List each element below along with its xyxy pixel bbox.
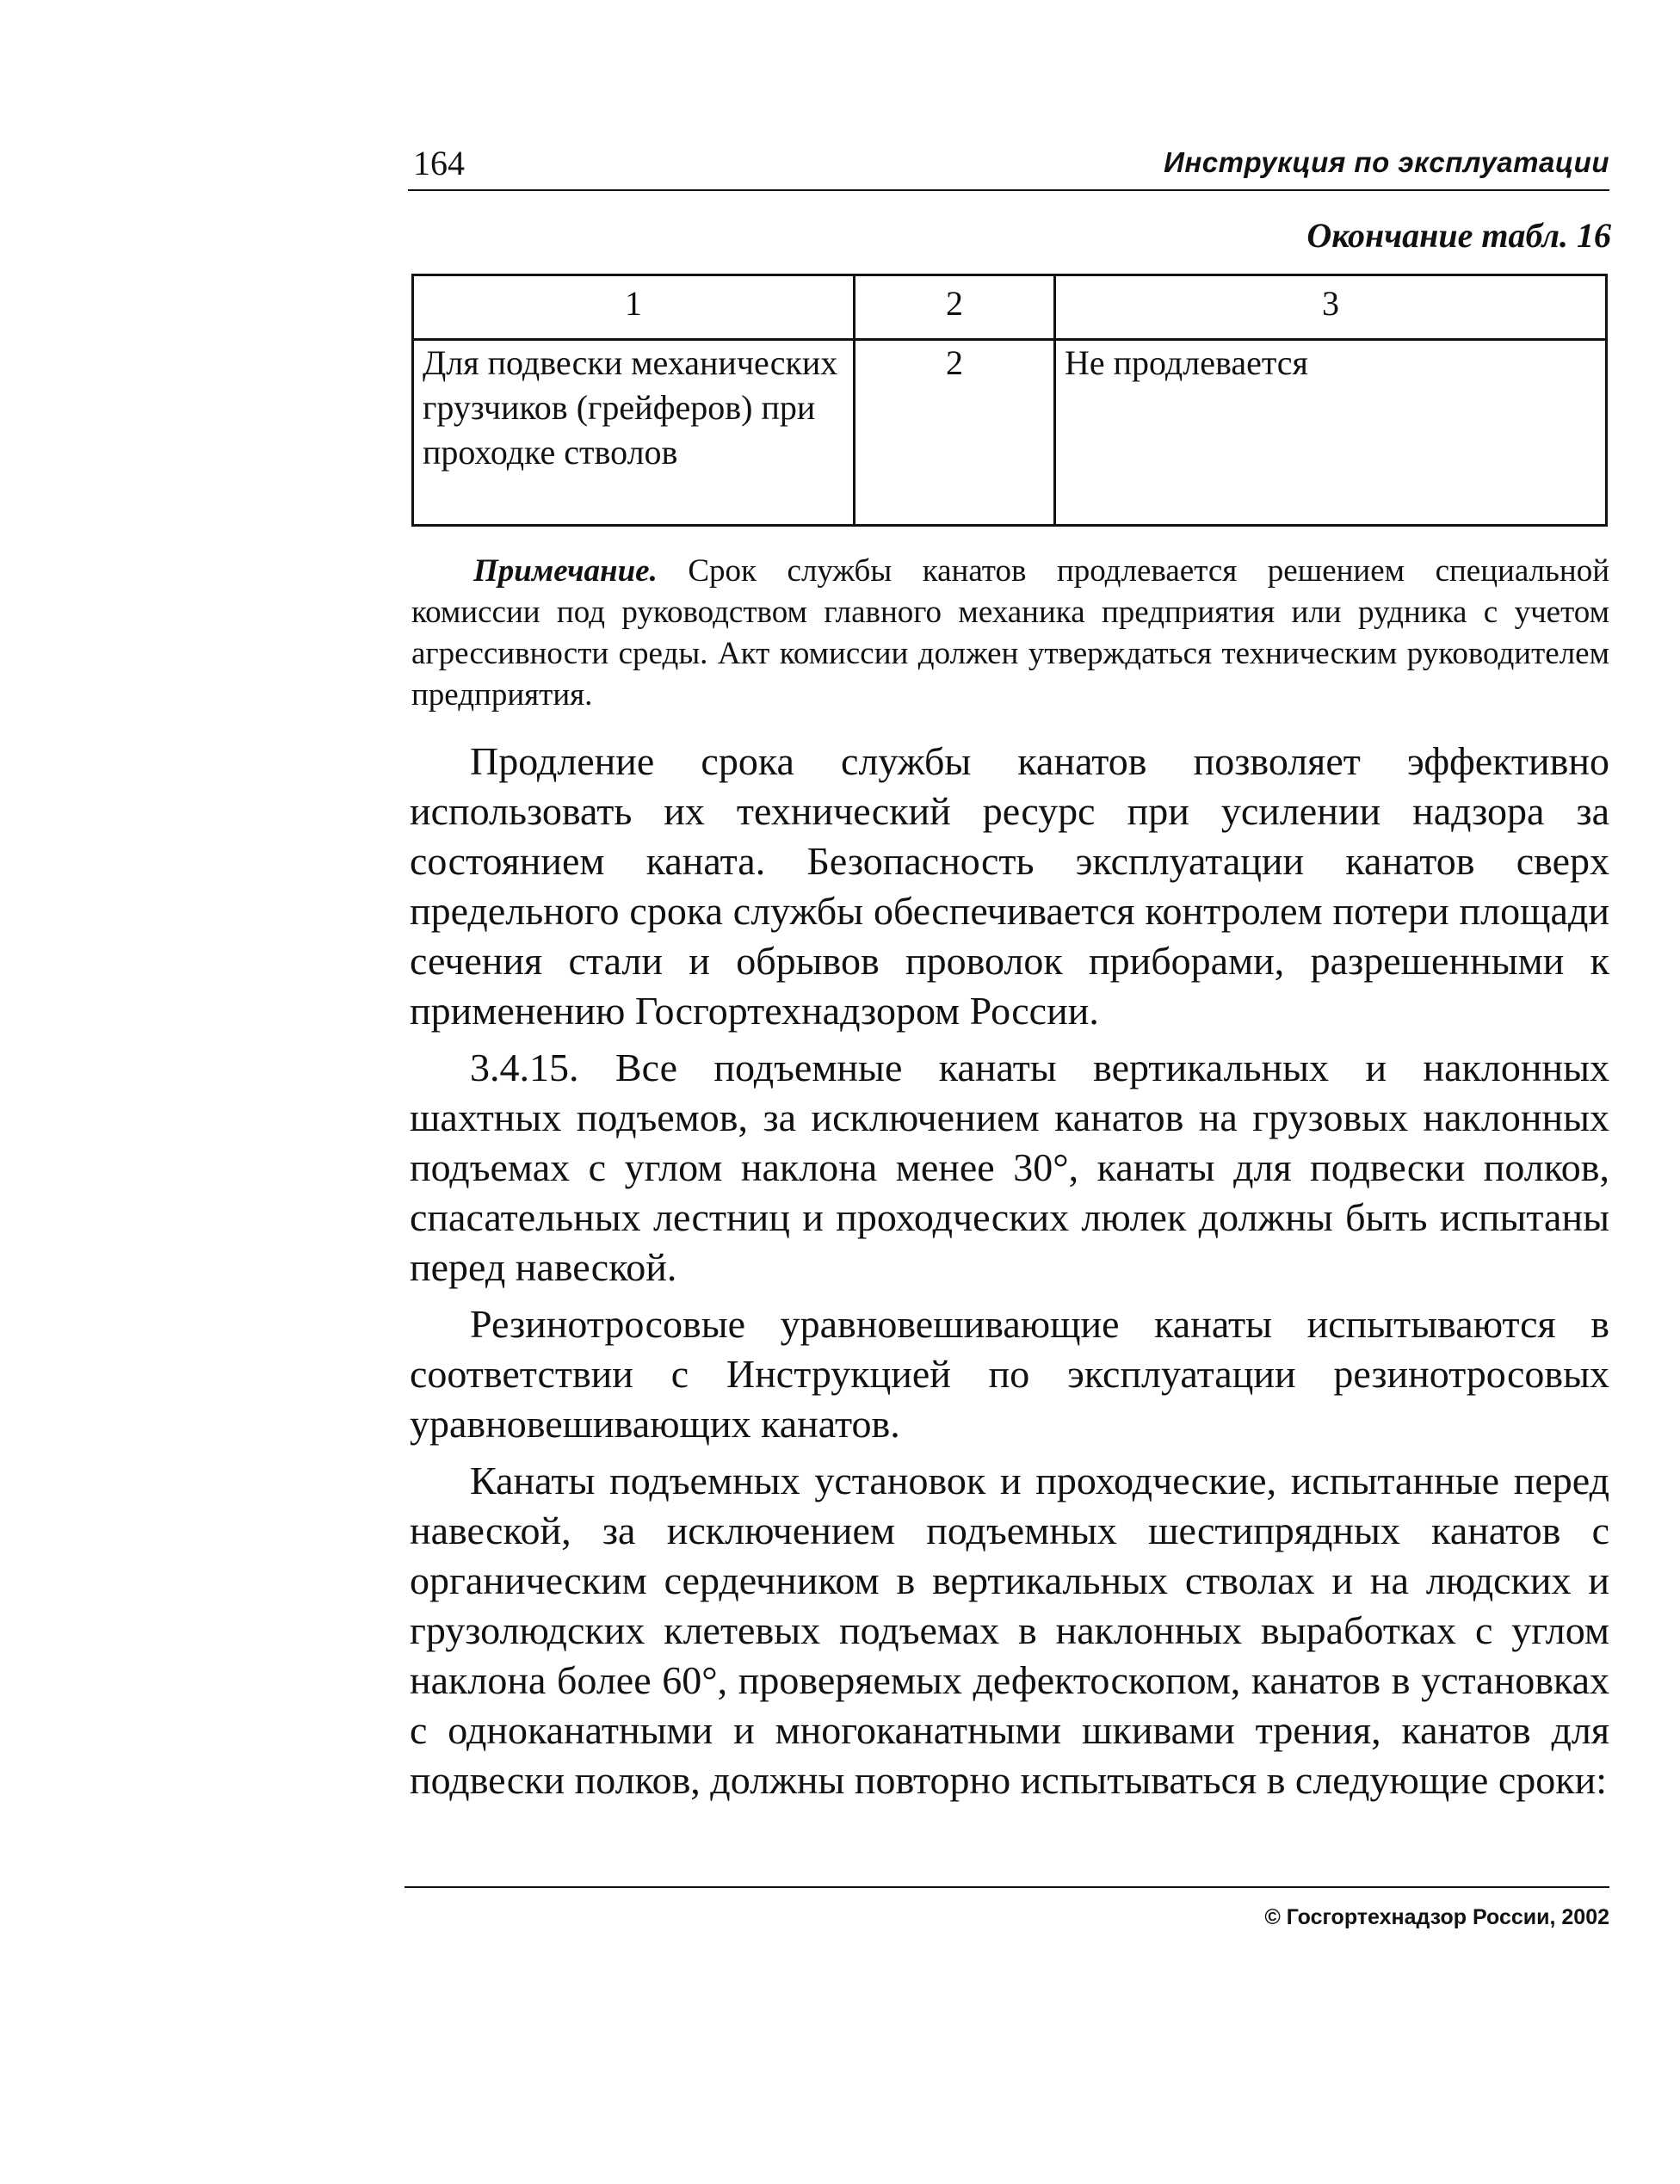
table-header-row bbox=[413, 275, 1607, 340]
column-header: 3 bbox=[1055, 275, 1607, 340]
table-cell: Для подвески механических грузчиков (грейферов) при проходке стволов bbox=[413, 340, 855, 526]
table-cell: 2 bbox=[855, 340, 1055, 526]
paragraph: Канаты подъемных установок и проходческие, испытанные перед навеской, за исключением подъемных шестипрядных канатов с органическим сердечником в вертикальных стволах и на людских и грузолюдских клетевых подъемах в наклонных выработках с углом наклона более 60°, проверяемых дефектоскопом, канатов в установках с одноканатными и многоканатными шкивами трения, канатов для подвески полков, должны повторно испытываться в следующие сроки: bbox=[410, 1459, 1609, 1802]
paragraph: 3.4.15. Все подъемные канаты вертикальных и наклонных шахтных подъемов, за исключением канатов на грузовых наклонных подъемах с углом наклона менее 30°, канаты для подвески полков, спасательных лестниц и проходческих люлек должны быть испытаны перед навеской. bbox=[410, 1046, 1609, 1289]
column-header: 2 bbox=[855, 275, 1055, 340]
table-caption: Окончание табл. 16 bbox=[1306, 216, 1611, 255]
header-rule bbox=[408, 189, 1609, 191]
table-cell: Не продлевается bbox=[1055, 340, 1607, 526]
copyright-notice: © Госгортехнадзор России, 2002 bbox=[1264, 1905, 1609, 1929]
note-text: Срок службы канатов продлевается решением специальной комиссии под руководством главного механика предприятия или рудника с учетом агрессивности среды. Акт комиссии должен утверждаться техническим руководителем предприятия. bbox=[411, 553, 1610, 713]
paragraph: Продление срока службы канатов позволяет эффективно использовать их технический ресурс при усилении надзора за состоянием каната. Безопасность эксплуатации канатов сверх предельного срока службы обеспечивается контролем потери площади сечения стали и обрывов проволок приборами, разрешенными к применению Госгортехнадзором России. bbox=[410, 739, 1609, 1033]
page-header bbox=[405, 138, 1609, 189]
page-number: 164 bbox=[413, 144, 465, 182]
running-title: Инструкция по эксплуатации bbox=[1164, 146, 1609, 178]
column-header: 1 bbox=[413, 275, 855, 340]
paragraph: Резинотросовые уравновешивающие канаты испытываются в соответствии с Инструкцией по эксплуатации резинотросовых уравновешивающих канатов. bbox=[410, 1302, 1609, 1446]
data-table bbox=[411, 274, 1608, 527]
table-note bbox=[411, 551, 1609, 716]
body-text bbox=[410, 737, 1609, 1812]
footer-rule bbox=[405, 1886, 1609, 1888]
note-label: Примечание. bbox=[473, 553, 658, 589]
table-row bbox=[413, 340, 1607, 526]
